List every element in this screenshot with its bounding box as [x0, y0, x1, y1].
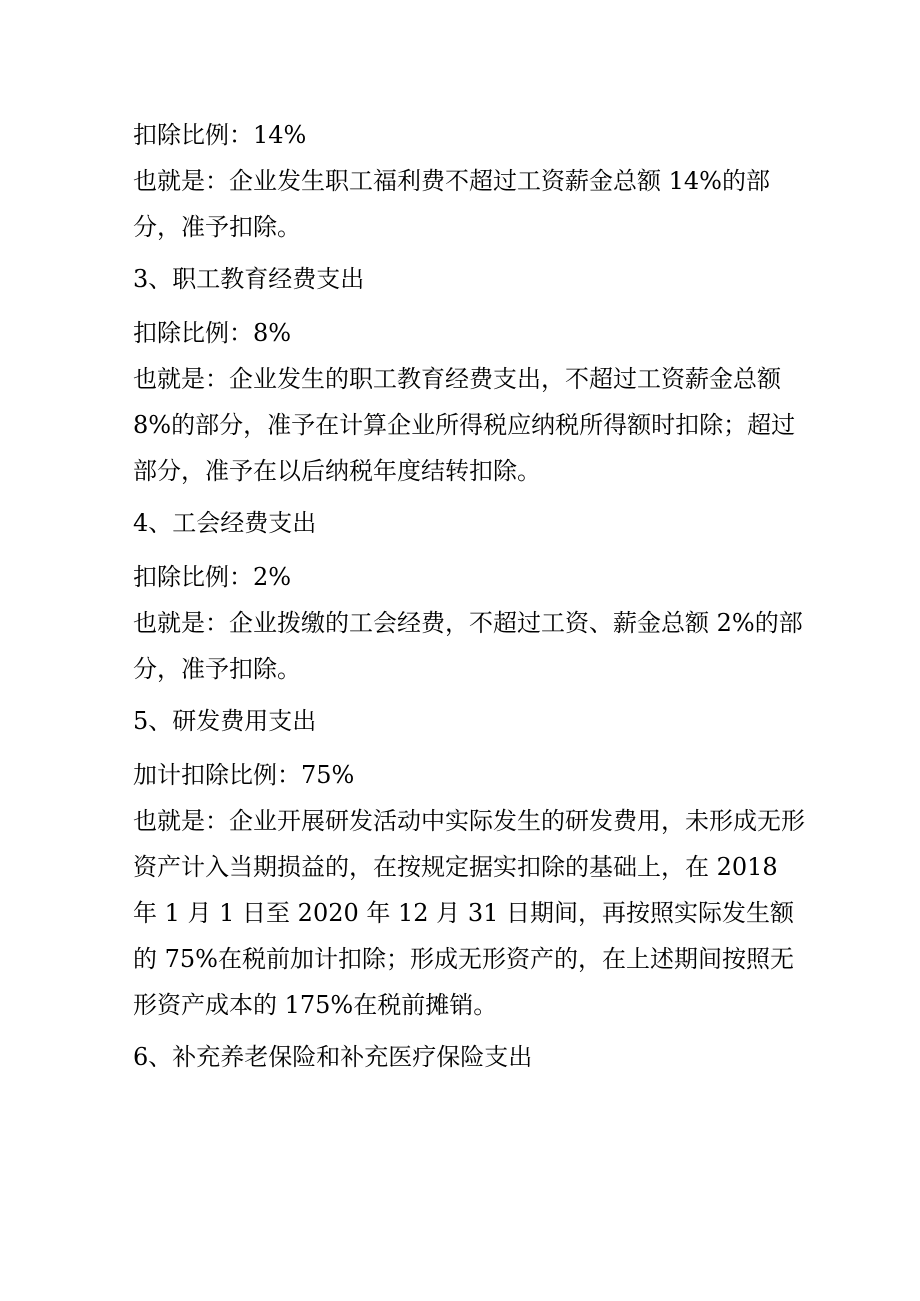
union-explanation: 也就是：企业拨缴的工会经费，不超过工资、薪金总额 2%的部分，准予扣除。: [133, 609, 803, 683]
education-deduction-ratio: 扣除比例：8%: [133, 319, 292, 347]
welfare-deduction-ratio: 扣除比例：14%: [133, 121, 307, 149]
rnd-deduction-ratio: 加计扣除比例：75%: [133, 761, 355, 789]
document-body: [133, 112, 805, 1088]
welfare-explanation: 也就是：企业发生职工福利费不超过工资薪金总额 14%的部分，准予扣除。: [133, 167, 770, 241]
union-deduction-ratio: 扣除比例：2%: [133, 563, 292, 591]
education-explanation: 也就是：企业发生的职工教育经费支出，不超过工资薪金总额 8%的部分，准予在计算企业所得税应纳税所得额时扣除；超过部分，准予在以后纳税年度结转扣除。: [133, 365, 796, 485]
rnd-explanation: 也就是：企业开展研发活动中实际发生的研发费用，未形成无形资产计入当期损益的，在按规定据实扣除的基础上，在 2018 年 1 月 1 日至 2020 年 12 月 31 日期间，再按照实际发生额的 75%在税前加计扣除；形成无形资产的，在上述期间按照无形资产成本的 175%在税前摊销。: [133, 807, 805, 1019]
section-heading-union: 4、工会经费支出: [133, 509, 317, 537]
section-heading-rnd: 5、研发费用支出: [133, 707, 317, 735]
section-heading-insurance: 6、补充养老保险和补充医疗保险支出: [133, 1043, 533, 1071]
section-heading-education: 3、职工教育经费支出: [133, 265, 365, 293]
